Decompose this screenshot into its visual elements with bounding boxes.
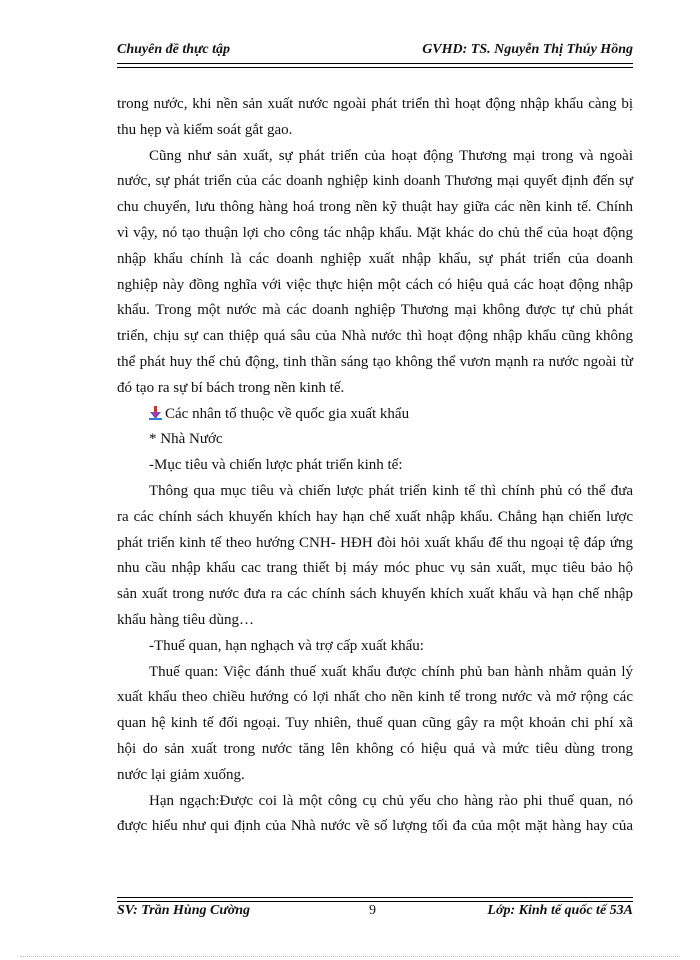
arrow-bullet-icon: [149, 404, 162, 418]
text-line: Thông qua mục tiêu và chiến lược phát triển kinh tế thì chính phủ có thể đưa: [149, 482, 633, 499]
text-line: khẩu. Trong một nước mà các doanh nghiệp Thương mại không được tự chủ phát: [117, 302, 633, 319]
text-line: hội do sản xuất trong nước tăng lên không có hiệu quả và mức tiêu dùng trong: [117, 740, 633, 757]
text-line: trong nước, khi nền sản xuất nước ngoài phát triển thì hoạt động nhập khẩu càng bị: [117, 96, 633, 112]
text-line: xuất khẩu theo chiều hướng có lợi nhất cho nền kinh tế trong nước và mở rộng các: [117, 689, 633, 706]
text-line: quan hệ kinh tế đối ngoại. Tuy nhiên, thuế quan cũng gây ra một khoản chi phí xã: [117, 715, 633, 732]
text-line: nước lại giảm xuống.: [117, 766, 245, 783]
section-heading-text: Các nhân tố thuộc về quốc gia xuất khẩu: [165, 405, 410, 422]
footer-rule: [117, 897, 633, 902]
text-line: -Thuế quan, hạn nghạch và trợ cấp xuất khẩu:: [149, 637, 424, 654]
text-line: chu chuyển, lưu thông hàng hoá trong nền kỹ thuật hay giữa các nền kinh tế. Chính: [117, 199, 633, 216]
text-line: nhập khẩu chính là các doanh nghiệp xuất nhập khẩu, sự phát triển của doanh: [117, 250, 633, 267]
text-line: Cũng như sản xuất, sự phát triển của hoạt động Thương mại trong và ngoài: [149, 147, 633, 164]
header-supervisor: GVHD: TS. Nguyễn Thị Thúy Hồng: [422, 42, 633, 57]
header-rule: [117, 63, 633, 68]
text-line: khẩu hàng tiêu dùng…: [117, 611, 255, 628]
page-number: 9: [369, 903, 376, 918]
header-title: Chuyên đề thực tập: [117, 42, 231, 57]
text-line: Hạn ngạch:Được coi là một công cụ chủ yếu cho hàng rào phi thuế quan, nó: [149, 792, 633, 809]
text-line: ra các chính sách khuyến khích hay hạn chế xuất nhập khẩu. Chẳng hạn chiến lược: [117, 508, 633, 525]
text-line: phát triển kinh tế theo hướng CNH- HĐH đòi hỏi xuất khẩu để thu ngoại tệ đáp ứng: [117, 534, 633, 551]
text-line: nghiệp này đồng nghĩa với việc thực hiện một cách có hiệu quả các hoạt động nhập: [117, 276, 633, 293]
text-line: Thuế quan: Việc đánh thuế xuất khẩu được chính phủ ban hành nhằm quản lý: [149, 663, 633, 680]
text-line: triển, chịu sự can thiệp quá sâu của Nhà nước thì hoạt động nhập khẩu cũng không: [117, 328, 633, 345]
text-line: được hiểu như qui định của Nhà nước về số lượng tối đa của một mặt hàng hay của: [117, 818, 633, 835]
page-edge-divider: [20, 956, 680, 957]
footer-student: SV: Trần Hùng Cường: [117, 903, 250, 918]
text-line: -Mục tiêu và chiến lược phát triển kinh tế:: [149, 457, 403, 474]
document-body: [117, 92, 633, 840]
text-line: thu hẹp và kiểm soát gắt gao.: [117, 121, 293, 138]
text-line: vì vậy, nó tạo thuận lợi cho công tác nhập khẩu. Mặt khác do chủ thể của hoạt động: [117, 224, 633, 241]
text-line: nước, sự phát triển của các doanh nghiệp kinh doanh Thương mại quyết định đến sự: [117, 173, 633, 190]
footer-class: Lớp: Kinh tế quốc tế 53A: [487, 903, 633, 918]
text-line: sản xuất trong nước đưa ra các chính sách khuyến khích xuất khẩu và hạn chế nhập: [117, 586, 633, 603]
page-footer: [117, 903, 633, 923]
section-heading: [117, 402, 633, 428]
text-line: thể phát huy thế chủ động, tinh thần sáng tạo không thể vươn mạnh ra nước ngoài từ: [117, 353, 633, 370]
text-line: * Nhà Nước: [149, 431, 223, 448]
page-header: [117, 42, 633, 62]
text-line: nhu cầu nhập khẩu cac trang thiết bị máy móc phuc vụ sản xuất, mục tiêu bảo hộ: [117, 560, 633, 577]
text-line: đó tạo ra sự bí bách trong nền kinh tế.: [117, 379, 345, 396]
